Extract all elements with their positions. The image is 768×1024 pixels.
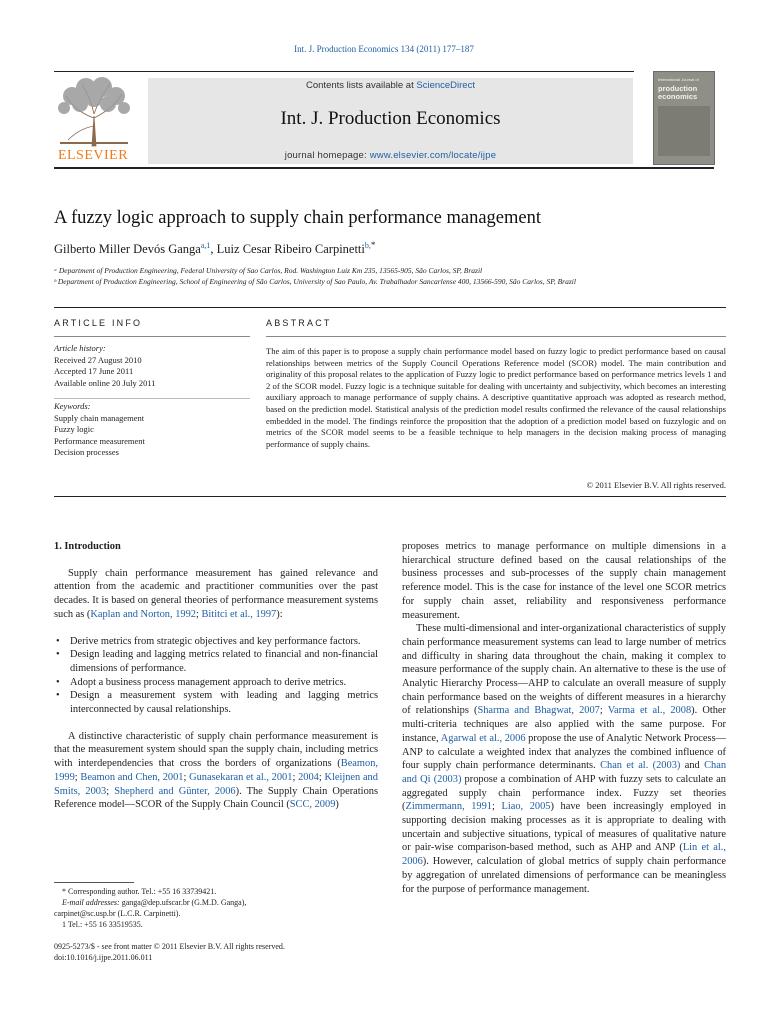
paragraph <box>54 567 378 622</box>
para-text: ). However, calculation of global metrics of supply chain performance by aggregation of unrelated dimensions of performance can be meaningless for the purpose of performance management. <box>402 856 726 895</box>
info-top-rule <box>54 307 726 308</box>
issn-line: 0925-5273/$ - see front matter © 2011 Elsevier B.V. All rights reserved. <box>54 942 285 951</box>
citation-link[interactable]: Beamon and Chen, 2001 <box>80 771 184 783</box>
front-matter-footer <box>54 941 378 963</box>
citation-link[interactable]: Varma et al., 2008 <box>607 705 692 717</box>
citation-link[interactable]: Kaplan and Norton, 1992 <box>90 608 196 620</box>
copyright-notice: © 2011 Elsevier B.V. All rights reserved. <box>586 480 726 490</box>
author1-affiliation-link[interactable]: a,1 <box>200 241 211 250</box>
journal-reference[interactable]: Int. J. Production Economics 134 (2011) 177–187 <box>294 44 474 54</box>
journal-cover-thumbnail[interactable] <box>653 71 715 165</box>
citation-link[interactable]: Chan et al. (2003) <box>600 760 681 772</box>
received-date: Received 27 August 2010 <box>54 354 142 365</box>
citation-link[interactable]: SCC, 2009 <box>289 799 336 811</box>
citation-link[interactable]: Chan and Qi (2003) <box>402 760 727 785</box>
section-heading: 1. Introduction <box>54 541 121 552</box>
cover-image <box>658 106 710 156</box>
keyword-item: Decision processes <box>54 447 119 457</box>
citation-link[interactable]: Bititci et al., 1997 <box>201 608 277 620</box>
para-text: A distinctive characteristic of supply chain performance measurement is that the measurement system should span the supply chain, including metrics with interdependencies that cross the borders of organizations ( <box>54 730 378 770</box>
email-note <box>54 897 378 908</box>
cover-line2: production <box>658 84 698 93</box>
right-column <box>402 540 726 896</box>
sciencedirect-link[interactable]: ScienceDirect <box>416 80 475 91</box>
para-text: ): <box>276 608 283 620</box>
paragraph <box>402 622 726 896</box>
paragraph: proposes metrics to manage performance on multiple dimensions in a hierarchical structure defined based on the causal relationships of the business processes and sub-processes of the supply chain management reference model. This is the case for instance of the level one SCOR metrics for supply chain asset, reliability and responsiveness performance measurement. <box>402 541 726 621</box>
corresponding-star: * <box>370 240 376 250</box>
email-label: E-mail addresses: <box>62 898 120 907</box>
para-text: ) <box>335 799 339 811</box>
doi-line[interactable]: doi:10.1016/j.ijpe.2011.06.011 <box>54 953 153 962</box>
accepted-date: Accepted 17 June 2011 <box>54 366 134 376</box>
sep: ; <box>106 785 115 797</box>
keyword-item: Performance measurement <box>54 435 145 446</box>
keyword-item: Supply chain management <box>54 412 145 423</box>
online-date: Available online 20 July 2011 <box>54 377 156 388</box>
sep: ; <box>195 608 202 620</box>
history-label: Article history: <box>54 343 106 353</box>
affiliation-b: ᵇ Department of Production Engineering, School of Engineering of São Carlos, University of Sao Paulo, Av. Trabalhador Sancarlense 400, 13566-590, São Carlos, SP, Brazil <box>54 277 576 286</box>
citation-link[interactable]: Agarwal et al., 2006 <box>440 732 526 744</box>
affiliation-a: ᵃ Department of Production Engineering, Federal University of Sao Carlos, Rod. Washington Luiz Km 235, 13565-905, São Carlos, SP, Brazil <box>54 266 483 275</box>
telephone-note: 1 Tel.: +55 16 33519535. <box>62 920 143 929</box>
abstract-rule <box>266 336 726 337</box>
sep: ; <box>492 801 502 813</box>
bullet-list <box>54 635 378 717</box>
citation-link[interactable]: Sharma and Bhagwat, 2007 <box>477 705 600 717</box>
keyword-item: Fuzzy logic <box>54 424 94 434</box>
sep: ; <box>74 771 81 783</box>
author-line <box>54 240 375 257</box>
cover-line3: economics <box>658 92 698 101</box>
para-text: propose a combination of AHP with fuzzy sets to calculate an aggregated supply chain performance index. Fuzzy set theories ( <box>402 773 726 813</box>
citation-link[interactable]: Lin et al., 2006 <box>402 842 726 868</box>
sep: ; <box>183 771 190 783</box>
author2-affiliation-link[interactable]: b, <box>364 241 371 250</box>
corresponding-author-note: * Corresponding author. Tel.: +55 16 33739421. <box>62 887 217 896</box>
abstract-bottom-rule <box>54 496 726 497</box>
citation-link[interactable]: Liao, 2005 <box>501 801 551 813</box>
article-info <box>54 343 250 389</box>
elsevier-tree-logo <box>52 76 136 148</box>
citation-link[interactable]: Kleijnen and Smits, 2003 <box>54 771 378 797</box>
author1-name: Gilberto Miller Devós Ganga <box>54 242 201 257</box>
article-title: A fuzzy logic approach to supply chain performance management <box>54 208 541 228</box>
para-text: ) have been increasingly employed in supporting decision making processes as it is appropriate to dealing with uncertain and subjective situations, typical of measures of qualitative nature or pair-wise comparison-based method, such as AHP and ANP ( <box>402 801 726 854</box>
citation-link[interactable]: Shepherd and Günter, 2006 <box>114 785 236 797</box>
citation-link[interactable]: Gunasekaran et al., 2001 <box>189 771 293 783</box>
header-bottom-rule <box>54 167 714 169</box>
header-top-rule <box>54 71 634 72</box>
left-column <box>54 540 378 812</box>
para-text: Supply chain performance measurement has gained relevance and attention from the academic and practitioner communities over the past decades. It is based on general theories of performance measurement systems such as ( <box>54 567 378 620</box>
para-text: propose the use of Analytic Network Process—ANP to calculate a weighted index that analyzes the combined influence of four supply chain performance determinants. <box>402 732 727 772</box>
elsevier-wordmark: ELSEVIER <box>57 148 129 163</box>
abstract-text: The aim of this paper is to propose a supply chain performance model based on fuzzy logic to predict performance based on causal relationships between metrics of the Supply Council Operations Reference model (SCOR) model. The main contribution and originality of this proposal relates to the application of Fuzzy logic to predict performance based on performance metrics levels 1 and 2 of the SCOR model. Fuzzy logic is a technique suitable for dealing with uncertainty and subjectivity, which becomes an interesting auxiliary approach to manage performance of supply chains. A descriptive quantitative approach was adopted as research method, based on the prediction model. Statistical analysis of the prediction model results confirmed the relevance of the causal relationships embedded in the model. The findings reinforce the proposition that the adoption of a prediction model based on fuzzylogic and on metrics of the SCOR model seems to be a feasible technique to help managers in the decision making process of managing performance of supply chains. <box>266 346 726 449</box>
cover-line1: International Journal of <box>658 77 699 82</box>
citation-link[interactable]: Zimmermann, 1991 <box>405 801 492 813</box>
bullet-item: • Adopt a business process management approach to derive metrics. <box>54 676 378 690</box>
info-rule <box>54 336 250 337</box>
homepage-prefix: journal homepage: <box>284 150 370 161</box>
author-separator: , <box>210 242 217 257</box>
footnote-rule <box>54 882 134 883</box>
bullet-item: • Design a measurement system with leading and lagging metrics interconnected by causal relationships. <box>54 689 378 716</box>
para-text: ). Other multi-criteria techniques are also applied with the same purpose. For instance, <box>402 705 726 744</box>
journal-homepage <box>148 150 633 161</box>
para-text: These multi-dimensional and inter-organizational characteristics of supply chain performance measurement systems can lead to large number of metrics and difficulty in sharing data throughout the chain, making it complex to measure performance of the supply chain. An alternative to these is the use of Analytic Hierarchy Process—AHP to calculate an overall measure of supply chain performance based on the weights of different measures in a hierarchy of relationships ( <box>402 623 726 717</box>
keywords-rule <box>54 398 250 399</box>
contents-prefix: Contents lists available at <box>306 80 417 91</box>
footnotes <box>54 886 378 930</box>
keywords-block <box>54 401 250 459</box>
paragraph <box>54 730 378 812</box>
bullet-item: • Derive metrics from strategic objectives and key performance factors. <box>54 635 378 649</box>
homepage-link[interactable]: www.elsevier.com/locate/ijpe <box>369 150 497 161</box>
author2-name: Luiz Cesar Ribeiro Carpinetti <box>216 242 365 257</box>
article-info-heading: ARTICLE INFO <box>54 318 143 328</box>
contents-line <box>148 80 633 91</box>
conjunction: and <box>680 760 705 772</box>
abstract-heading: ABSTRACT <box>266 318 332 328</box>
para-text: ). The Supply Chain Operations Reference model—SCOR of the Supply Chain Council ( <box>54 785 379 811</box>
citation-link[interactable]: 2004 <box>298 771 319 783</box>
bullet-item: • Design leading and lagging metrics related to financial and non-financial dimensions of performance. <box>54 648 378 675</box>
sep: ; <box>599 705 608 717</box>
sep: ; <box>292 771 299 783</box>
email-2[interactable]: carpinet@sc.usp.br (L.C.R. Carpinetti). <box>54 909 181 918</box>
journal-title: Int. J. Production Economics <box>280 108 501 129</box>
email-1[interactable]: ganga@dep.ufscar.br (G.M.D. Ganga), <box>119 898 247 907</box>
keywords-label: Keywords: <box>54 401 91 411</box>
citation-link[interactable]: Beamon, 1999 <box>54 758 378 783</box>
sep: ; <box>318 771 325 783</box>
